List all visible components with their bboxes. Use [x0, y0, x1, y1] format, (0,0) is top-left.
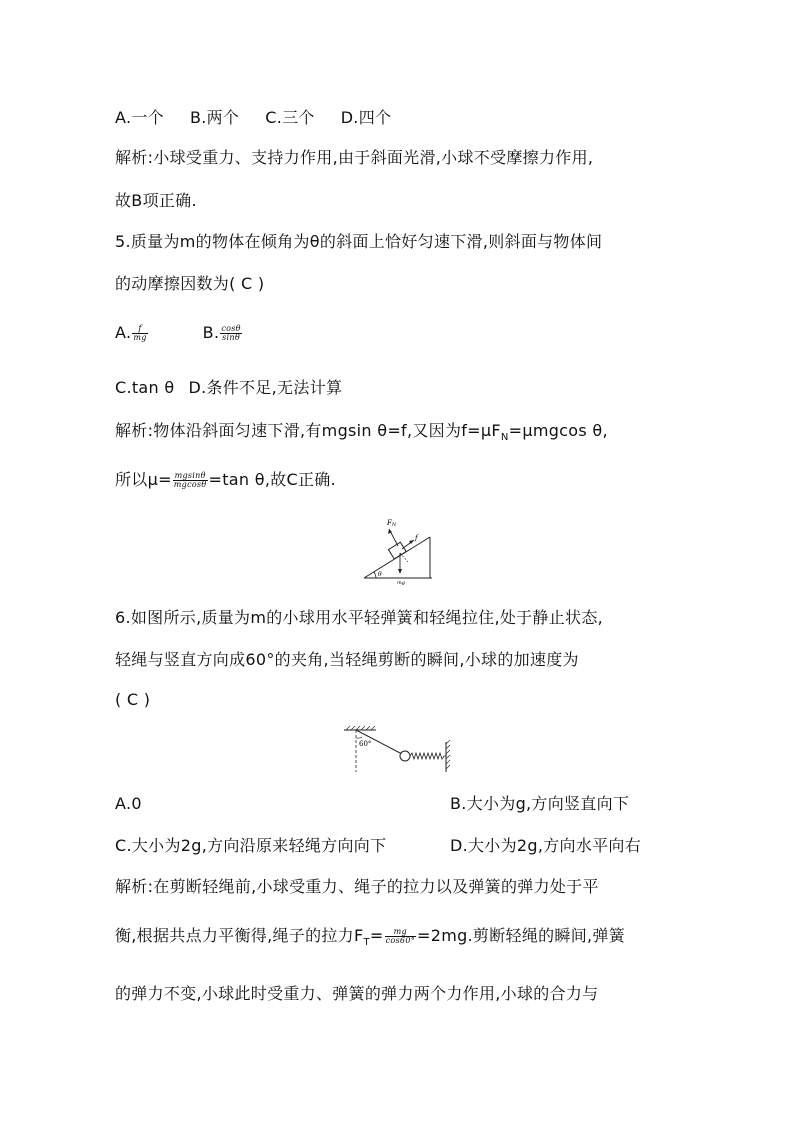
q6-stem-line1: 6.如图所示,质量为m的小球用水平轻弹簧和轻绳拉住,处于静止状态,	[115, 608, 604, 627]
q5-option-a-den: mg	[133, 333, 147, 342]
q5-option-a-fraction	[132, 325, 147, 342]
q6-option-b: B.大小为g,方向竖直向下	[450, 794, 630, 813]
incline-label-fn: FN	[387, 519, 397, 528]
q5-analysis-line2	[115, 470, 336, 490]
q6-analysis2-subscript: T	[363, 937, 370, 949]
q4-option-d: D.四个	[340, 108, 392, 127]
q5-option-b-fraction	[220, 325, 241, 342]
q6-stem-line2: 轻绳与竖直方向成60°的夹角,当轻绳剪断的瞬间,小球的加速度为	[115, 650, 579, 669]
q5-option-a-label: A.	[115, 323, 132, 342]
incline-label-f: f	[415, 534, 418, 542]
q6-analysis2-num: mg	[385, 928, 416, 937]
spring-figure-angle-label: 60°	[359, 740, 372, 748]
q5-analysis2-den: mgcosθ	[173, 480, 207, 489]
q6-analysis-line2	[115, 926, 625, 953]
q6-analysis2-text-b: =2mg.剪断轻绳的瞬间,弹簧	[417, 926, 626, 945]
q5-analysis1-text-b: =μmgcos θ,	[508, 421, 608, 440]
q6-option-c: C.大小为2g,方向沿原来轻绳方向向下	[115, 836, 387, 855]
q6-stem-line3: ( C )	[115, 690, 151, 709]
spring-rope-figure	[340, 724, 460, 776]
q5-option-b-label: B.	[202, 323, 220, 342]
q6-analysis2-fraction	[385, 928, 416, 945]
q5-analysis1-text-a: 解析:物体沿斜面匀速下滑,有mgsin θ=f,又因为f=μF	[115, 421, 501, 440]
q5-analysis2-fraction	[173, 472, 208, 489]
q5-options-cd	[115, 378, 342, 398]
q6-analysis2-equals: =	[369, 926, 384, 945]
q5-options-ab	[115, 323, 243, 343]
incline-label-theta: θ	[378, 571, 382, 578]
q4-option-b: B.两个	[189, 108, 240, 127]
incline-figure	[362, 515, 442, 585]
q5-analysis2-num: mgsinθ	[174, 471, 206, 480]
q6-analysis-line1: 解析:在剪断轻绳前,小球受重力、绳子的拉力以及弹簧的弹力处于平	[115, 877, 599, 896]
q4-option-a: A.一个	[115, 108, 164, 127]
q5-analysis-line1	[115, 421, 608, 448]
q4-option-c: C.三个	[265, 108, 315, 127]
q6-analysis-line3: 的弹力不变,小球此时受重力、弹簧的弹力两个力作用,小球的合力与	[115, 984, 599, 1003]
q6-option-a: A.0	[115, 794, 142, 813]
q5-option-c: C.tan θ	[115, 378, 175, 397]
q5-analysis2-text-b: =tan θ,故C正确.	[208, 470, 336, 489]
q4-analysis-line2: 故B项正确.	[115, 191, 197, 210]
q6-analysis2-den: cos60°	[385, 936, 416, 945]
q5-option-b-num: cosθ	[221, 324, 241, 333]
q5-stem-line1: 5.质量为m的物体在倾角为θ的斜面上恰好匀速下滑,则斜面与物体间	[115, 232, 603, 251]
incline-label-mg: mg	[397, 580, 405, 585]
q5-option-d: D.条件不足,无法计算	[188, 378, 343, 397]
q6-analysis2-text-a: 衡,根据共点力平衡得,绳子的拉力F	[115, 926, 364, 945]
q4-analysis-line1: 解析:小球受重力、支持力作用,由于斜面光滑,小球不受摩擦力作用,	[115, 148, 594, 167]
q5-stem-line2: 的动摩擦因数为( C )	[115, 274, 265, 293]
q5-option-a-num: f	[132, 325, 147, 334]
q5-analysis1-subscript: N	[500, 432, 509, 444]
q6-option-d: D.大小为2g,方向水平向右	[450, 836, 642, 855]
q5-option-b-den: sinθ	[222, 333, 240, 342]
q4-options	[115, 108, 391, 128]
q5-analysis2-text-a: 所以μ=	[115, 470, 172, 489]
